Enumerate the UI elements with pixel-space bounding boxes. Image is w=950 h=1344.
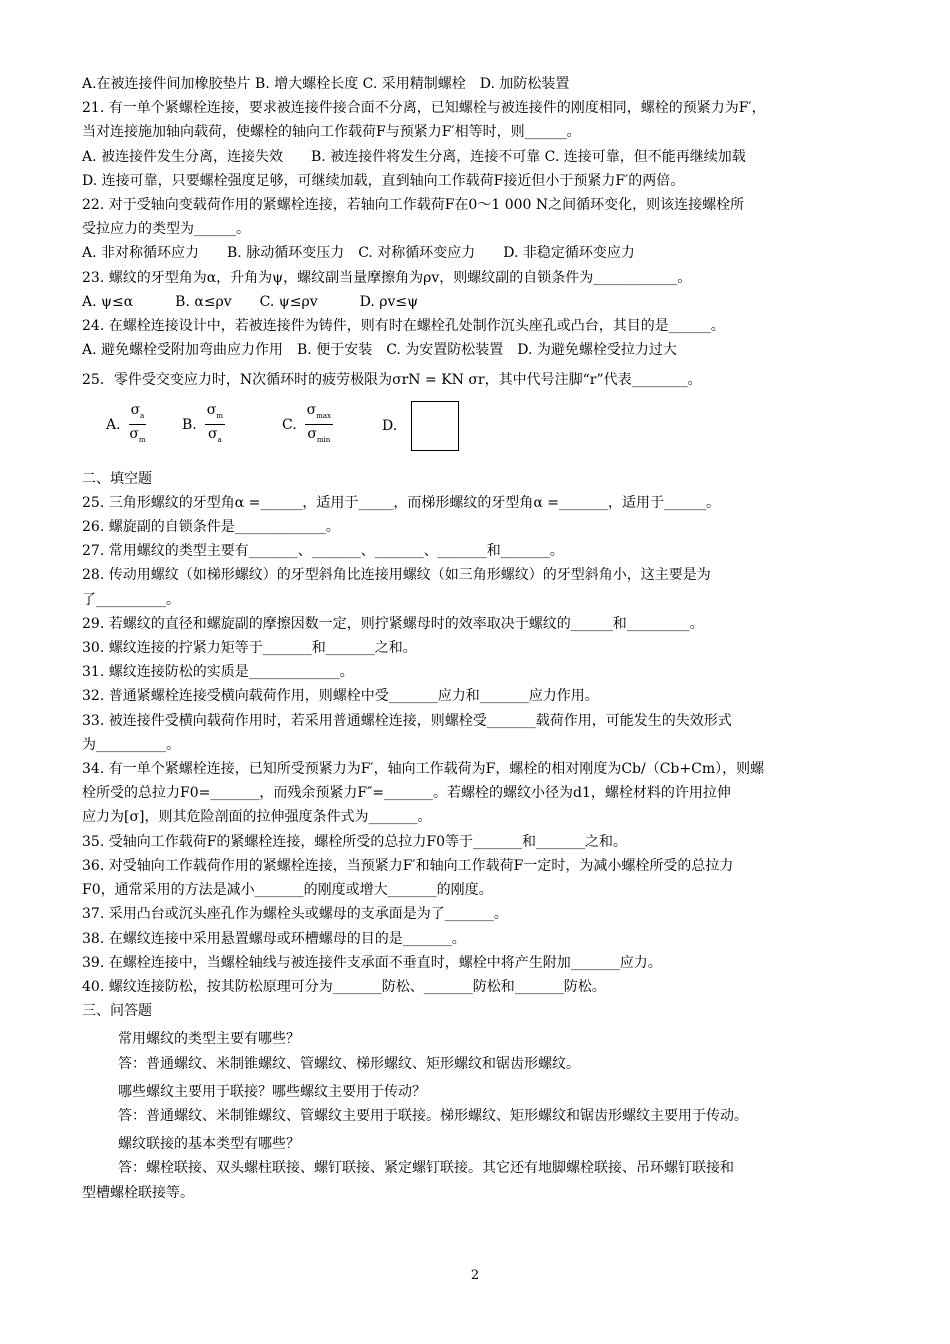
- fill-line: 28. 传动用螺纹（如梯形螺纹）的牙型斜角比连接用螺纹（如三角形螺纹）的牙型斜角小，这主要是为: [82, 567, 711, 584]
- text-line: 24. 在螺栓连接设计中，若被连接件为铸件，则有时在螺栓孔处制作沉头座孔或凸台，其目的是______。: [82, 318, 725, 335]
- text-line: A. 避免螺栓受附加弯曲应力作用 B. 便于安装 C. 为安置防松装置 D. 为避免螺栓受拉力过大: [82, 342, 677, 359]
- option-label: C.: [282, 416, 297, 433]
- text-line: A. 被连接件发生分离，连接失效 B. 被连接件将发生分离，连接不可靠 C. 连接可靠，但不能再继续加载: [82, 148, 746, 165]
- question-25-options: [82, 401, 882, 463]
- option-b: B. $\frac{\sigma_m}{\sigma_a}$: [182, 401, 223, 445]
- option-c: C. $\frac{\sigma_{max}}{\sigma_{min}}$: [282, 401, 331, 445]
- qa-answer: 答：普通螺纹、米制锥螺纹、管螺纹、梯形螺纹、矩形螺纹和锯齿形螺纹。: [118, 1055, 580, 1072]
- text-line: 22. 对于受轴向变载荷作用的紧螺栓连接，若轴向工作载荷F在0～1 000 N之间循环变化，则该连接螺栓所: [82, 197, 745, 214]
- text-line: A. 非对称循环应力 B. 脉动循环变压力 C. 对称循环变应力 D. 非稳定循环变应力: [82, 245, 635, 262]
- fill-line: 27. 常用螺纹的类型主要有_______、_______、_______、_______和_______。: [82, 543, 564, 560]
- fill-line: 32. 普通紧螺栓连接受横向载荷作用，则螺栓中受_______应力和_______应力作用。: [82, 688, 599, 705]
- qa-question: 常用螺纹的类型主要有哪些？: [118, 1031, 300, 1048]
- fill-line: 栓所受的总拉力F0=_______，而残余预紧力F″=_______。若螺栓的螺纹小径为d1，螺栓材料的许用拉伸: [82, 785, 731, 802]
- fill-in-block: [82, 491, 882, 999]
- text-line: 23. 螺纹的牙型角为α，升角为ψ，螺纹副当量摩擦角为ρv，则螺纹副的自锁条件为____________。: [82, 269, 692, 286]
- qa-question: 螺纹联接的基本类型有哪些？: [118, 1136, 300, 1153]
- fill-line: 39. 在螺栓连接中，当螺栓轴线与被连接件支承面不垂直时，螺栓中将产生附加_______应力。: [82, 954, 662, 971]
- option-label: D.: [382, 417, 398, 434]
- option-label: B.: [182, 416, 197, 433]
- fill-line: 31. 螺纹连接防松的实质是_____________。: [82, 664, 354, 681]
- fill-line: 30. 螺纹连接的拧紧力矩等于_______和_______之和。: [82, 640, 417, 657]
- page-content: [82, 72, 882, 1205]
- fill-line: 29. 若螺纹的直径和螺旋副的摩擦因数一定，则拧紧螺母时的效率取决于螺纹的______和_________。: [82, 615, 704, 632]
- fill-line: 38. 在螺纹连接中采用悬置螺母或环槽螺母的目的是_______。: [82, 930, 466, 947]
- fill-line: 35. 受轴向工作载荷F的紧螺栓连接，螺栓所受的总拉力F0等于_______和_______之和。: [82, 833, 628, 850]
- fill-line: 了__________。: [82, 591, 180, 608]
- question-25: 25．零件受交变应力时，N次循环时的疲劳极限为σrN = KN σr，其中代号注脚“r”代表________。: [82, 372, 702, 389]
- fill-line: 33. 被连接件受横向载荷作用时，若采用普通螺栓连接，则螺栓受_______载荷作用，可能发生的失效形式: [82, 712, 732, 729]
- section-title-qa: 三、问答题: [82, 1003, 152, 1020]
- text-line: A. ψ≤α B. α≤ρv C. ψ≤ρv D. ρv≤ψ: [82, 293, 419, 310]
- fill-line: 应力为[σ]，则其危险剖面的拉伸强度条件式为_______。: [82, 809, 432, 826]
- text-line: 21. 有一单个紧螺栓连接，要求被连接件接合面不分离，已知螺栓与被连接件的刚度相同，螺栓的预紧力为F′，: [82, 100, 766, 117]
- fill-line: 为__________。: [82, 736, 180, 753]
- fill-line: 40. 螺纹连接防松，按其防松原理可分为_______防松、_______防松和_______防松。: [82, 978, 606, 995]
- qa-block: [82, 1027, 882, 1204]
- section-title-fill: 二、填空题: [82, 470, 152, 487]
- fill-line: 25. 三角形螺纹的牙型角α =______，适用于_____，而梯形螺纹的牙型角α =_______，适用于______。: [82, 494, 720, 511]
- page-number: 2: [470, 1268, 480, 1283]
- qa-question: 哪些螺纹主要用于联接？哪些螺纹主要用于传动？: [118, 1083, 426, 1100]
- option-a: A. $\frac{\sigma_a}{\sigma_m}$: [106, 401, 146, 445]
- fill-line: 26. 螺旋副的自锁条件是_____________。: [82, 519, 340, 536]
- qa-answer: 答：普通螺纹、米制锥螺纹、管螺纹主要用于联接。梯形螺纹、矩形螺纹和锯齿形螺纹主要用于传动。: [118, 1107, 748, 1124]
- empty-box: [411, 401, 459, 451]
- text-line: 受拉应力的类型为______。: [82, 221, 250, 238]
- fill-line: 36. 对受轴向工作载荷作用的紧螺栓连接，当预紧力F′和轴向工作载荷F一定时，为减小螺栓所受的总拉力: [82, 857, 734, 874]
- text-line: D. 连接可靠，只要螺栓强度足够，可继续加载，直到轴向工作载荷F接近但小于预紧力F′的两倍。: [82, 172, 685, 189]
- fill-line: F0，通常采用的方法是减小_______的刚度或增大_______的刚度。: [82, 882, 493, 899]
- option-d: [382, 401, 459, 451]
- text-line: A.在被连接件间加橡胶垫片 B. 增大螺栓长度 C. 采用精制螺栓 D. 加防松装置: [82, 76, 570, 92]
- fill-line: 37. 采用凸台或沉头座孔作为螺栓头或螺母的支承面是为了_______。: [82, 906, 508, 923]
- text-line: 当对连接施加轴向载荷，使螺栓的轴向工作载荷F与预紧力F′相等时，则______。: [82, 124, 581, 141]
- multiple-choice-block: [82, 72, 882, 362]
- qa-answer: 答：螺栓联接、双头螺柱联接、螺钉联接、紧定螺钉联接。其它还有地脚螺栓联接、吊环螺钉联接和: [118, 1160, 734, 1177]
- option-label: A.: [106, 416, 121, 433]
- qa-answer-continued: 型槽螺栓联接等。: [82, 1184, 194, 1201]
- fill-line: 34. 有一单个紧螺栓连接，已知所受预紧力为F′，轴向工作载荷为F，螺栓的相对刚度为Cb/（Cb+Cm），则螺: [82, 761, 765, 778]
